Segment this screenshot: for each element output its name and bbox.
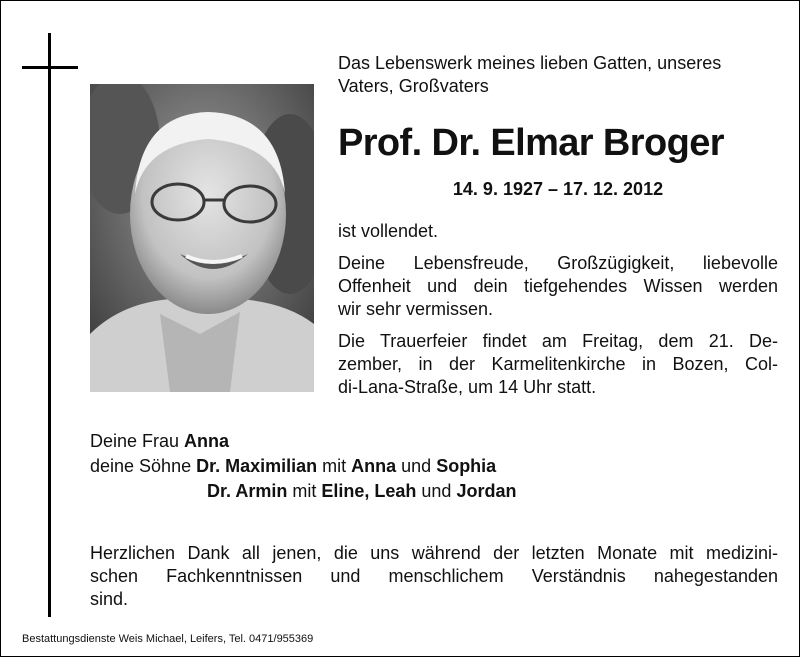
- deceased-name: Prof. Dr. Elmar Broger: [338, 122, 724, 164]
- family-text: mit: [317, 456, 352, 476]
- family-list: [90, 430, 690, 505]
- family-text: Deine Frau: [90, 431, 185, 451]
- family-member: Eline, Leah: [321, 481, 417, 501]
- family-member: Anna: [351, 456, 397, 476]
- tribute-line: Offenheit und dein tiefgehendes Wissen werden: [338, 276, 778, 296]
- completion-text: ist vollendet.: [338, 221, 439, 241]
- intro-line: Vaters, Großvaters: [338, 76, 489, 96]
- portrait-photo: [90, 84, 314, 392]
- thanks-paragraph: [90, 542, 778, 611]
- cross-vertical-bar: [48, 33, 51, 617]
- life-dates: 14. 9. 1927 – 17. 12. 2012: [452, 179, 664, 199]
- thanks-line: Herzlichen Dank all jenen, die uns während der letzten Monate mit medizini-: [90, 543, 778, 563]
- family-member: Sophia: [436, 456, 497, 476]
- family-text: mit: [287, 481, 322, 501]
- intro-text: [338, 52, 778, 98]
- funeral-service-footer: Bestattungsdienste Weis Michael, Leifers, Tel. 0471/955369: [22, 633, 314, 645]
- family-member: Jordan: [456, 481, 517, 501]
- tribute-paragraph: [338, 252, 778, 321]
- family-row-wife: [90, 430, 690, 455]
- family-member: Anna: [184, 431, 230, 451]
- family-text: und: [396, 456, 437, 476]
- intro-line: Das Lebenswerk meines lieben Gatten, unseres: [338, 53, 722, 73]
- family-text: deine Söhne: [90, 456, 197, 476]
- family-row-sons: [90, 455, 690, 480]
- funeral-info-line: zember, in der Karmelitenkirche in Bozen, Col-: [338, 354, 778, 374]
- tribute-line: wir sehr vermissen.: [338, 299, 494, 319]
- thanks-line: sind.: [90, 589, 129, 609]
- funeral-info-line: Die Trauerfeier findet am Freitag, dem 21. De-: [338, 331, 778, 351]
- family-member: Dr. Armin: [207, 481, 288, 501]
- cross-horizontal-bar: [22, 66, 78, 69]
- thanks-line: schen Fachkenntnissen und menschlichem Verständnis nahegestanden: [90, 566, 778, 586]
- tribute-line: Deine Lebensfreude, Großzügigkeit, liebevolle: [338, 253, 778, 273]
- funeral-info-line: di-Lana-Straße, um 14 Uhr statt.: [338, 377, 597, 397]
- funeral-info-paragraph: [338, 330, 778, 399]
- family-text: und: [416, 481, 457, 501]
- family-row-second-son: [90, 480, 690, 505]
- family-member: Dr. Maximilian: [196, 456, 318, 476]
